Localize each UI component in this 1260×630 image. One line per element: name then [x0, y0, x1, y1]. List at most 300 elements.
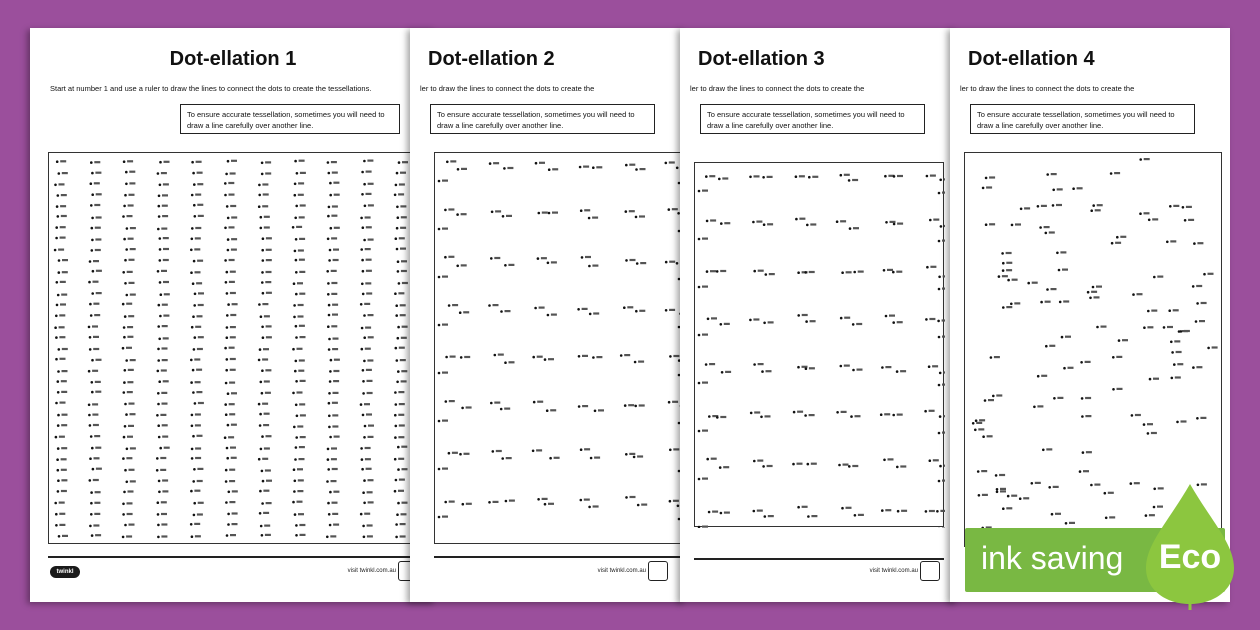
dot-number-mark — [399, 403, 405, 405]
dot — [327, 448, 330, 451]
dot — [122, 347, 125, 350]
dot-number-mark — [979, 419, 985, 421]
dot — [884, 175, 887, 178]
dot — [698, 478, 701, 481]
dot-grid — [48, 152, 416, 544]
dot — [938, 240, 941, 243]
dot-number-mark — [60, 358, 66, 360]
dot — [698, 382, 701, 385]
dot-number-mark — [96, 468, 102, 470]
dot — [57, 414, 60, 417]
dot — [124, 369, 127, 372]
dot — [750, 412, 753, 415]
dot-number-mark — [160, 457, 166, 459]
dot-number-mark — [229, 469, 235, 471]
dot-number-mark — [128, 425, 134, 427]
dot — [590, 457, 593, 460]
dot-number-mark — [495, 210, 501, 212]
dot — [938, 288, 941, 291]
dot-number-mark — [1173, 205, 1179, 207]
dot — [805, 320, 808, 323]
dot — [57, 447, 60, 450]
dot-number-mark — [639, 404, 645, 406]
dot-number-mark — [161, 392, 167, 394]
dot — [395, 523, 398, 526]
dot-number-mark — [442, 516, 448, 518]
dot-number-mark — [59, 336, 65, 338]
dot — [122, 536, 125, 539]
dot — [90, 161, 93, 164]
dot-number-mark — [1000, 490, 1006, 492]
dot-number-mark — [366, 468, 372, 470]
dot — [459, 453, 462, 456]
dot — [262, 259, 265, 262]
dot — [665, 162, 668, 165]
dot-number-mark — [940, 510, 945, 512]
dot-number-mark — [368, 436, 374, 438]
dot — [1002, 262, 1005, 265]
dot-number-mark — [229, 382, 235, 384]
dot-number-mark — [60, 160, 66, 162]
dot — [547, 314, 550, 317]
dot-number-mark — [300, 436, 306, 438]
dot-number-mark — [95, 227, 101, 229]
dot — [328, 338, 331, 341]
dot — [193, 502, 196, 505]
dot — [544, 358, 547, 361]
dot-number-mark — [930, 175, 936, 177]
dot — [158, 436, 161, 439]
dot — [984, 399, 987, 402]
dot-number-mark — [127, 326, 133, 328]
dot-number-mark — [334, 194, 340, 196]
dot-number-mark — [197, 204, 203, 206]
dot — [534, 307, 537, 310]
dot — [227, 424, 230, 427]
dot — [939, 179, 942, 182]
dot-number-mark — [812, 176, 818, 178]
dot-number-mark — [1023, 497, 1029, 499]
dot-number-mark — [723, 466, 729, 468]
dot — [54, 184, 57, 187]
dot-number-mark — [366, 369, 372, 371]
instructions: Start at number 1 and use a ruler to draw the lines to connect the dots to create the tessellations. — [50, 84, 372, 93]
dot-number-mark — [401, 216, 407, 218]
dot-number-mark — [1024, 207, 1030, 209]
dot — [258, 458, 261, 461]
dot — [91, 391, 94, 394]
dot-number-mark — [637, 455, 643, 457]
dot-number-mark — [59, 183, 65, 185]
dot-number-mark — [93, 260, 99, 262]
dot-number-mark — [1096, 286, 1102, 288]
dot-number-mark — [1176, 351, 1182, 353]
dot — [762, 176, 765, 179]
dot — [1042, 449, 1045, 452]
dot — [56, 458, 59, 461]
dot — [624, 404, 627, 407]
dot — [91, 217, 94, 220]
dot — [360, 447, 363, 450]
dot — [974, 429, 977, 432]
dot — [937, 320, 940, 323]
dot — [293, 468, 296, 471]
dot-number-mark — [1063, 300, 1069, 302]
dot-number-mark — [300, 534, 306, 536]
dot — [676, 262, 679, 265]
dot-number-mark — [461, 264, 467, 266]
dot-number-mark — [163, 380, 169, 382]
dot-number-mark — [857, 369, 863, 371]
dot-number-mark — [129, 524, 135, 526]
dot-number-mark — [128, 315, 134, 317]
dot — [753, 510, 756, 513]
dot — [995, 474, 998, 477]
dot-number-mark — [593, 312, 599, 314]
dot — [225, 480, 228, 483]
dot-number-mark — [93, 303, 99, 305]
dot — [1171, 377, 1174, 380]
dot-number-mark — [366, 259, 372, 261]
dot-number-mark — [333, 259, 339, 261]
dot — [1040, 301, 1043, 304]
dot-number-mark — [552, 212, 558, 214]
dot — [225, 413, 228, 416]
dot — [394, 458, 397, 461]
dot — [329, 380, 332, 383]
dot-number-mark — [367, 535, 373, 537]
dot — [55, 402, 58, 405]
dot — [580, 448, 583, 451]
dot — [361, 458, 364, 461]
dot-number-mark — [888, 458, 894, 460]
dot — [395, 184, 398, 187]
dot-number-mark — [506, 215, 512, 217]
dot-number-mark — [724, 323, 730, 325]
dot — [327, 502, 330, 505]
dot — [158, 215, 161, 218]
dot — [982, 187, 985, 190]
dot — [1112, 388, 1115, 391]
dot-number-mark — [887, 269, 893, 271]
dot — [123, 491, 126, 494]
dot — [635, 216, 638, 219]
dot — [840, 174, 843, 177]
dot — [707, 318, 710, 321]
dot — [978, 494, 981, 497]
dot-number-mark — [196, 282, 202, 284]
dot — [749, 176, 752, 179]
dot — [504, 361, 507, 364]
dot — [397, 260, 400, 263]
dot-number-mark — [364, 303, 370, 305]
dot-number-mark — [464, 453, 470, 455]
dot-number-mark — [230, 205, 236, 207]
dot — [438, 228, 441, 231]
dot — [327, 458, 330, 461]
dot — [124, 259, 127, 262]
dot — [88, 404, 91, 407]
dot — [885, 315, 888, 318]
dot-number-mark — [584, 448, 590, 450]
dot-number-mark — [1137, 293, 1143, 295]
dot-number-mark — [442, 468, 448, 470]
dot-number-mark — [197, 468, 203, 470]
dot — [1081, 415, 1084, 418]
dot — [226, 326, 229, 329]
dot — [633, 456, 636, 459]
dot — [158, 338, 161, 341]
dot-number-mark — [1062, 269, 1068, 271]
dot — [226, 205, 229, 208]
dot-number-mark — [629, 453, 635, 455]
dot-number-mark — [582, 405, 588, 407]
dot — [996, 488, 999, 491]
dot-number-mark — [1167, 326, 1173, 328]
dot-number-mark — [230, 534, 236, 536]
dot-number-mark — [724, 512, 730, 514]
dot — [259, 490, 262, 493]
dot — [1096, 326, 1099, 329]
dot-number-mark — [702, 478, 708, 480]
dot — [295, 293, 298, 296]
dot-number-mark — [130, 248, 136, 250]
dot-number-mark — [331, 293, 337, 295]
dot — [159, 281, 162, 284]
dot-number-mark — [266, 271, 272, 273]
dot-number-mark — [298, 194, 304, 196]
dot — [438, 468, 441, 471]
dot — [261, 249, 264, 252]
dot-number-mark — [299, 359, 305, 361]
dot — [448, 304, 451, 307]
dot — [492, 450, 495, 453]
dot-number-mark — [127, 336, 133, 338]
dot — [225, 173, 228, 176]
dot-number-mark — [161, 523, 167, 525]
dot — [1052, 204, 1055, 207]
dot-number-mark — [711, 458, 717, 460]
dot — [1170, 341, 1173, 344]
dot-number-mark — [130, 359, 136, 361]
dot — [158, 480, 161, 483]
dot-number-mark — [195, 227, 201, 229]
dot — [938, 432, 941, 435]
dot — [460, 356, 463, 359]
dot-number-mark — [265, 369, 271, 371]
dot-number-mark — [452, 452, 458, 454]
dot-number-mark — [1094, 484, 1100, 486]
dot — [224, 403, 227, 406]
dot-number-mark — [551, 261, 557, 263]
dot-number-mark — [1056, 204, 1062, 206]
dot — [122, 513, 125, 516]
dot — [938, 384, 941, 387]
dot — [295, 446, 298, 449]
dot-number-mark — [1057, 188, 1063, 190]
dot — [939, 372, 942, 375]
dot-number-mark — [298, 304, 304, 306]
dot — [191, 414, 194, 417]
dot — [123, 238, 126, 241]
dot — [191, 448, 194, 451]
dot — [1002, 269, 1005, 272]
dot-number-mark — [1057, 397, 1063, 399]
dot-number-mark — [368, 239, 374, 241]
dot-number-mark — [96, 292, 102, 294]
dot — [125, 413, 128, 416]
dot — [396, 172, 399, 175]
dot — [193, 183, 196, 186]
dot-number-mark — [164, 447, 170, 449]
dot — [1166, 241, 1169, 244]
dot — [261, 470, 264, 473]
dot-number-mark — [264, 380, 270, 382]
dot — [261, 369, 264, 372]
dot — [500, 408, 503, 411]
dot — [636, 262, 639, 265]
dot — [1087, 291, 1090, 294]
dot — [158, 205, 161, 208]
dot-number-mark — [196, 391, 202, 393]
dot — [897, 510, 900, 513]
dot-number-mark — [999, 474, 1005, 476]
dot — [765, 273, 768, 276]
dot-number-mark — [811, 515, 817, 517]
dot-number-mark — [399, 424, 405, 426]
dot — [578, 355, 581, 358]
dot-number-mark — [366, 413, 372, 415]
dot-number-mark — [1069, 522, 1075, 524]
dot — [1168, 309, 1171, 312]
dot — [363, 502, 366, 505]
dot — [157, 370, 160, 373]
dot-number-mark — [163, 237, 169, 239]
dot — [438, 420, 441, 423]
dot — [880, 413, 883, 416]
dot — [57, 215, 60, 218]
dot — [293, 316, 296, 319]
dot-number-mark — [797, 463, 803, 465]
dot — [90, 435, 93, 438]
dot-number-mark — [128, 490, 134, 492]
dot-grid — [694, 162, 944, 527]
dot — [972, 422, 975, 425]
dot — [808, 176, 811, 179]
dot-number-mark — [195, 447, 201, 449]
dot-number-mark — [130, 294, 136, 296]
dot — [505, 500, 508, 503]
dot-number-mark — [399, 479, 405, 481]
page-title: Dot-ellation 1 — [169, 48, 297, 70]
eco-label: Eco — [1158, 538, 1222, 576]
dot-number-mark — [60, 303, 66, 305]
dot — [1010, 303, 1013, 306]
dot-number-mark — [442, 228, 448, 230]
quality-badge-icon — [920, 561, 940, 581]
dot-number-mark — [942, 192, 945, 194]
dot-number-mark — [264, 226, 270, 228]
dot-number-mark — [331, 282, 337, 284]
dot-number-mark — [639, 310, 645, 312]
dot-number-mark — [60, 205, 66, 207]
tip-box: To ensure accurate tessellation, sometimes you will need to draw a line carefully over another line. — [700, 104, 925, 134]
dot-number-mark — [62, 370, 68, 372]
dot — [362, 226, 365, 229]
dot-number-mark — [96, 359, 102, 361]
dot — [926, 175, 929, 178]
ink-saving-label: ink saving — [981, 540, 1124, 576]
dot-number-mark — [1144, 158, 1150, 160]
dot-number-mark — [161, 172, 167, 174]
dot — [225, 501, 228, 504]
dot — [57, 469, 60, 472]
dot — [625, 259, 628, 262]
dot — [124, 524, 127, 527]
dot-number-mark — [1153, 378, 1159, 380]
dot-number-mark — [263, 193, 269, 195]
dot — [328, 415, 331, 418]
dot — [1169, 205, 1172, 208]
dot — [224, 182, 227, 185]
dot-number-mark — [1046, 448, 1052, 450]
dot-number-mark — [95, 381, 101, 383]
dot-number-mark — [94, 182, 100, 184]
page-title: Dot-ellation 3 — [698, 48, 825, 70]
dot — [581, 256, 584, 259]
dot-number-mark — [367, 491, 373, 493]
dot-number-mark — [506, 457, 512, 459]
dot-number-mark — [299, 259, 305, 261]
dot — [225, 281, 228, 284]
dot — [1079, 470, 1082, 473]
dot — [896, 370, 899, 373]
dot — [1148, 219, 1151, 222]
dot — [698, 430, 701, 433]
dot — [126, 294, 129, 297]
dot — [193, 468, 196, 471]
dot — [156, 457, 159, 460]
dot — [753, 460, 756, 463]
dot-number-mark — [1077, 187, 1083, 189]
dot-number-mark — [299, 446, 305, 448]
dot — [159, 161, 162, 164]
dot — [1027, 282, 1030, 285]
dot-number-mark — [548, 503, 554, 505]
dot — [625, 164, 628, 167]
dot-number-mark — [162, 304, 168, 306]
dot-number-mark — [398, 193, 404, 195]
dot-number-mark — [266, 249, 272, 251]
dot-number-mark — [331, 325, 337, 327]
dot — [55, 226, 58, 229]
dot — [620, 354, 623, 357]
dot-number-mark — [669, 309, 675, 311]
dot-number-mark — [672, 401, 678, 403]
dot — [764, 515, 767, 518]
dot-number-mark — [1144, 212, 1150, 214]
dot-number-mark — [802, 314, 808, 316]
dot-number-mark — [401, 270, 407, 272]
dot-number-mark — [1041, 375, 1047, 377]
dot-number-mark — [130, 227, 136, 229]
dot — [537, 257, 540, 260]
dot-number-mark — [987, 435, 993, 437]
dot-number-mark — [1212, 346, 1218, 348]
dot-number-mark — [856, 323, 862, 325]
dot-number-mark — [364, 403, 370, 405]
dot — [328, 172, 331, 175]
